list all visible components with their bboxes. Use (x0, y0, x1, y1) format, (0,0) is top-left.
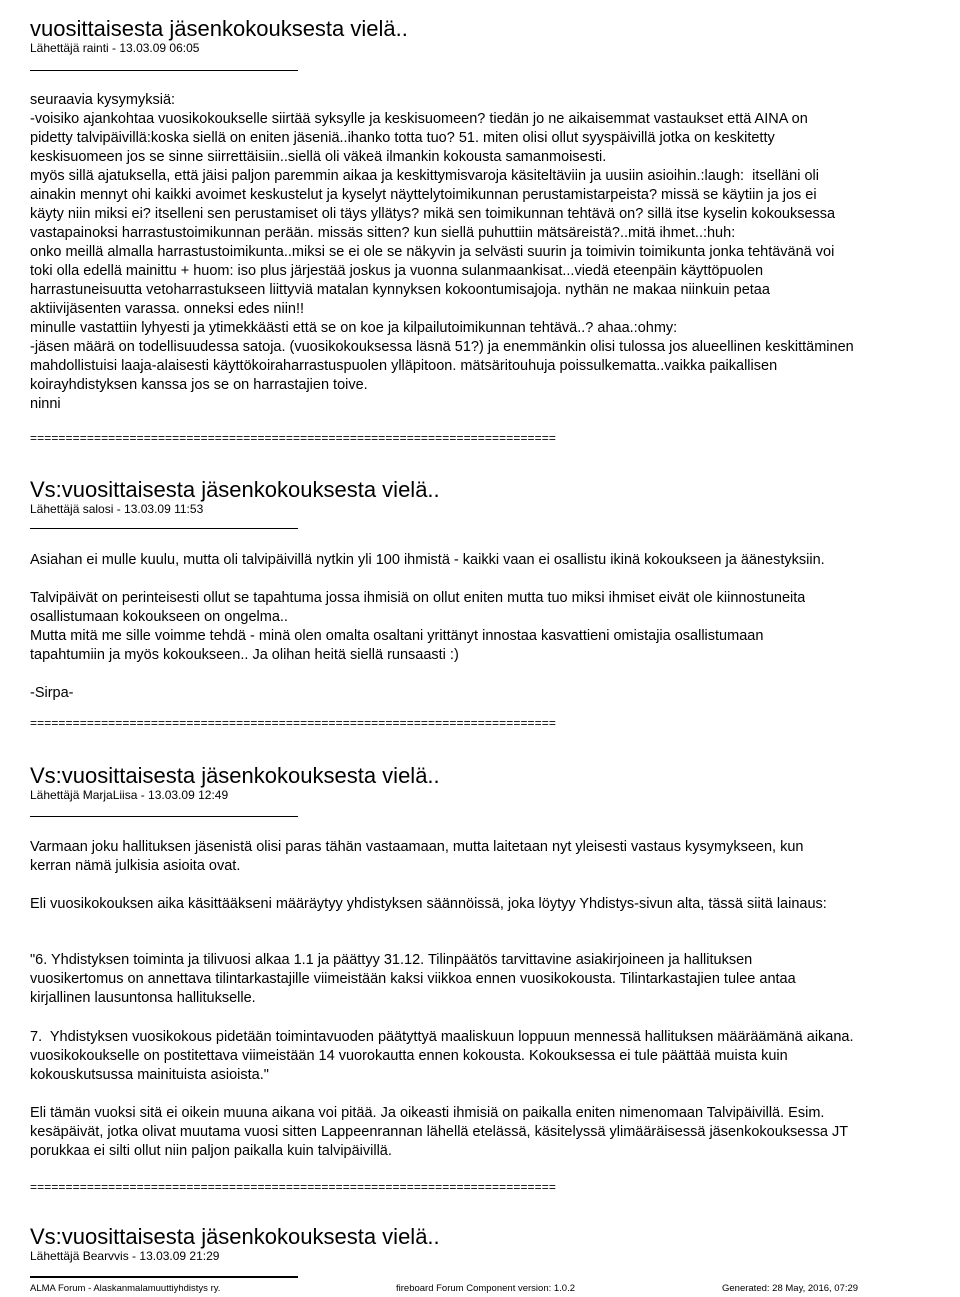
post-rule (30, 528, 298, 529)
post-body: Talvipäivät on perinteisesti ollut se tapahtuma jossa ihmisiä on ollut eniten mutta tuo miksi ihmiset eivät ole kiinnostuneita osallistumaan kokoukseen on ongelma.. Mutta mitä me sille voimme tehdä - minä olen omalta osaltani yrittänyt innostaa kasvattieni omistajia osallistumaan tapahtumiin ja myös kokoukseen.. Ja olihan heitä siellä runsaasti :) (30, 590, 806, 663)
post-body: Varmaan joku hallituksen jäsenistä olisi paras tähän vastaamaan, mutta laitetaan nyt yleisesti vastaus kysymykseen, kun kerran nämä julkisia asioita ovat. (30, 839, 804, 874)
post-title: Vs:vuosittaisesta jäsenkokouksesta vielä.. (30, 477, 440, 502)
post-body: "6. Yhdistyksen toiminta ja tilivuosi alkaa 1.1 ja päättyy 31.12. Tilinpäätös tarvittavine asiakirjoineen ja hallituksen vuosikertomus on annettava tilintarkastajille viimeistään kaksi viikkoa ennen vuosikokousta. Tilintarkastajien tulee antaa kirjallinen lausuntonsa hallitukselle. (30, 952, 796, 1006)
post-body: Eli vuosikokouksen aika käsittääkseni määräytyy yhdistyksen säännöissä, joka löytyy Yhdistys-sivun alta, tässä siitä lainaus: (30, 896, 827, 912)
post-meta: Lähettäjä MarjaLiisa - 13.03.09 12:49 (30, 788, 229, 802)
post-meta: Lähettäjä rainti - 13.03.09 06:05 (30, 41, 200, 55)
post-title: Vs:vuosittaisesta jäsenkokouksesta vielä.. (30, 1224, 440, 1249)
post-separator: ========================================================================== (30, 716, 556, 730)
footer-rule (30, 1277, 298, 1278)
post-separator: ========================================================================== (30, 431, 556, 445)
post-body: seuraavia kysymyksiä: -voisiko ajankohtaa vuosikokoukselle siirtää syksylle ja keskisuomeen? tiedän jo ne aikaisemmat vastaukset että AINA on pidetty talvipäivillä:koska siellä on eniten jäseniä..ihanko totta tuo? 51. miten olisi ollut syyspäivillä jotka on keskitetty keskisuomeen jos se sinne siirrettäisiin..siellä oli väkeä ilmankin kokousta samanmoisesti. myös sillä ajatuksella, että jäisi paljon paremmin aikaa ja keskittymisvaroja käsiteltäviin ja uusiin asioihin.:laugh: itselläni oli ainakin mennyt ohi kaikki avoimet keskustelut ja kyselyt näyttelytoimikunnan perustamistarpeista? missä se käytiin ja jos ei käyty niin miksi ei? itselleni sen perustamiset oli täys yllätys? mikä sen toimikunnan tehtävä on? sillä itse kyselin kokouksessa vastapainoksi harrastustoimikunnan perään. missäs sitten? kun siellä puhuttiin mätsäreistä?..mitä ihmet..:huh: onko meillä almalla harrastustoimikunta..miksi se ei ole se näkyvin ja selvästi suurin ja toimivin toimikunta jonka tehtävänä voi toki olla edellä mainittu + huom: iso plus järjestää joskus ja vuonna sulanmaankisat...viedä eteenpäin käyttöpuolen harrastuneisuutta vetoharrastukseen liittyviä matalan kynnyksen kokoontumisajoja. nythän ne makaa niinkuin petaa aktiivijäsenten varassa. onneksi edes niin!! minulle vastattiin lyhyesti ja ytimekkäästi että se on koe ja kilpailutoimikunnan tehtävä..? ahaa.:ohmy: -jäsen määrä on todellisuudessa satoja. (vuosikokouksessa läsnä 51?) ja enemmänkin olisi tulossa jos alueellinen keskittäminen mahdollistuisi laaja-alaisesti käyttökoiraharrastuspuolen ylläpitoon. mätsäritouhuja poissulkematta..vaikka paikallisen koirayhdistyksen kanssa jos se on harrastajien toive. ninni (30, 92, 854, 412)
post-rule (30, 70, 298, 71)
post-title: Vs:vuosittaisesta jäsenkokouksesta vielä.. (30, 763, 440, 788)
post-separator: ========================================================================== (30, 1180, 556, 1194)
footer-generated: Generated: 28 May, 2016, 07:29 (722, 1283, 859, 1294)
footer-version: fireboard Forum Component version: 1.0.2 (396, 1283, 576, 1294)
footer-site: ALMA Forum - Alaskanmalamuuttiyhdistys ry. (30, 1283, 221, 1294)
post-title: vuosittaisesta jäsenkokouksesta vielä.. (30, 16, 408, 41)
post-rule (30, 816, 298, 817)
post-body: Eli tämän vuoksi sitä ei oikein muuna aikana voi pitää. Ja oikeasti ihmisiä on paikalla eniten nimenomaan Talvipäivillä. Esim. kesäpäivät, jotka olivat muutama vuosi sitten Lappeenrannan lähellä etelässä, käsitelyssä ylimääräisessä jäsenkokouksessa JT porukkaa ei silti ollut niin paljon paikalla kuin talvipäivillä. (30, 1105, 849, 1159)
post-body: Asiahan ei mulle kuulu, mutta oli talvipäivillä nytkin yli 100 ihmistä - kaikki vaan ei osallistu ikinä kokoukseen ja äänestyksiin. (30, 552, 825, 568)
post-body: 7. Yhdistyksen vuosikokous pidetään toimintavuoden päätyttyä maaliskuun loppuun mennessä hallituksen määräämänä aikana. vuosikokoukselle on postitettava viimeistään 14 vuorokautta ennen kokousta. Kokouksessa ei tule päättää muista kuin kokouskutsussa mainituista asioista." (30, 1029, 854, 1083)
post-meta: Lähettäjä salosi - 13.03.09 11:53 (30, 502, 204, 516)
post-body: -Sirpa- (30, 685, 74, 701)
post-meta: Lähettäjä Bearvvis - 13.03.09 21:29 (30, 1249, 220, 1263)
